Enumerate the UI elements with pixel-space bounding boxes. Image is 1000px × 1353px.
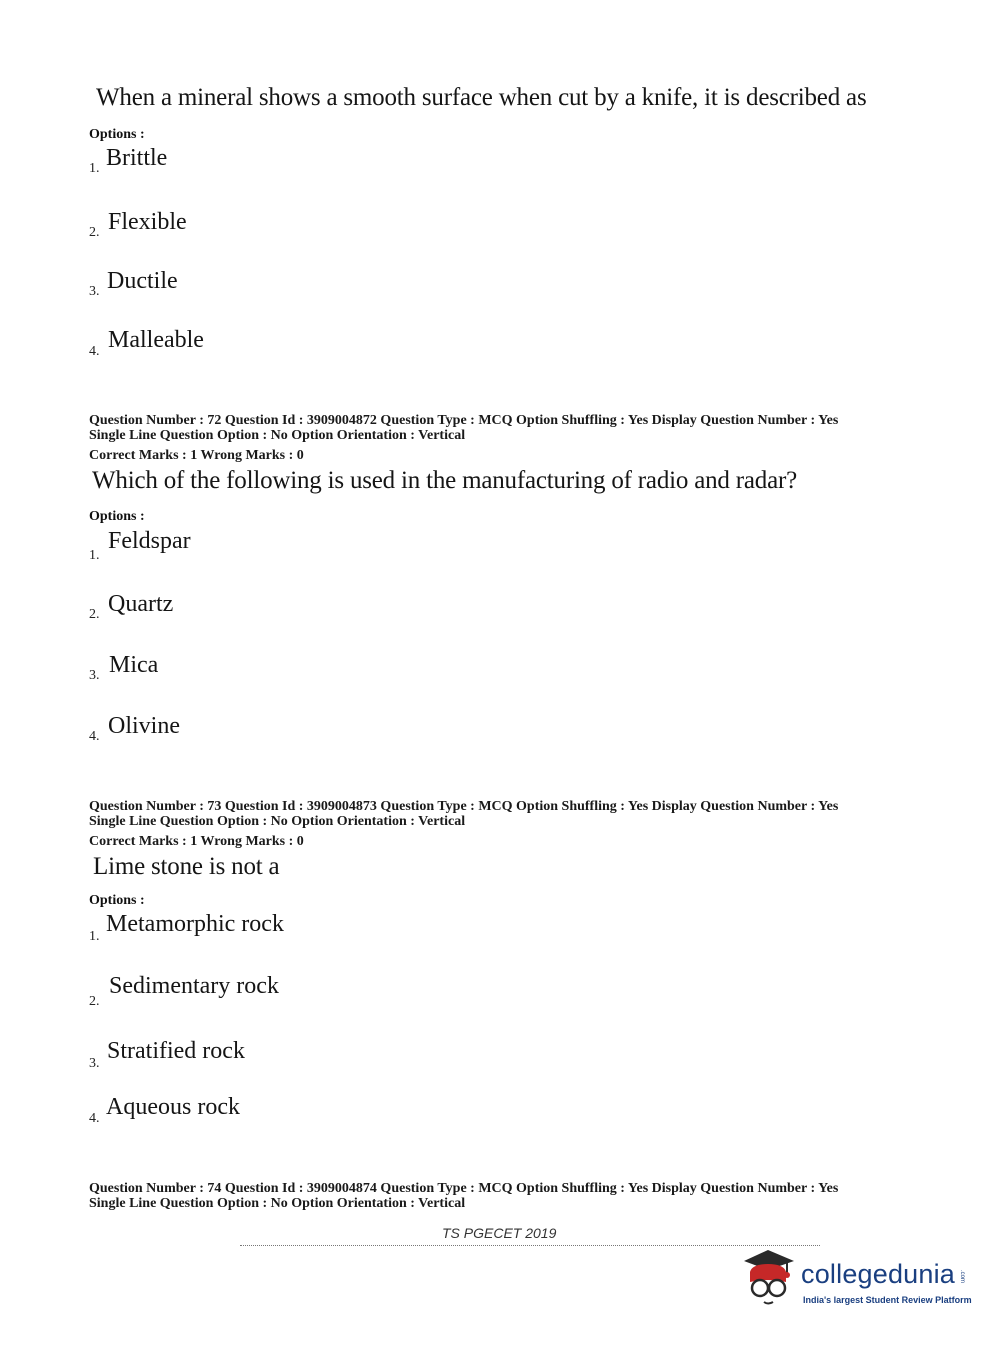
option-number: 3. [89,668,100,683]
option-number: 2. [89,994,100,1009]
option-text: Feldspar [108,528,191,554]
options-label: Options : [89,893,145,908]
option-text: Ductile [107,268,178,294]
option-text: Flexible [108,209,187,235]
collegedunia-logo-icon [740,1248,800,1308]
option-text: Quartz [108,591,174,617]
question-meta-line: Single Line Question Option : No Option Orientation : Vertical [89,428,466,443]
option-number: 2. [89,225,100,240]
option-number: 3. [89,1056,100,1071]
question-text: Lime stone is not a [93,853,280,880]
question-text: When a mineral shows a smooth surface when cut by a knife, it is described as [96,84,867,111]
option-text: Brittle [106,145,168,171]
brand-name: collegedunia [801,1259,956,1289]
option-number: 1. [89,161,100,176]
question-meta-line: Question Number : 73 Question Id : 3909004873 Question Type : MCQ Option Shuffling : Yes Display Question Number : Yes [89,799,839,814]
question-meta-line: Single Line Question Option : No Option Orientation : Vertical [89,814,466,829]
exam-footer: TS PGECET 2019 [442,1225,557,1241]
option-number: 3. [89,284,100,299]
option-text: Sedimentary rock [109,973,279,999]
options-label: Options : [89,509,145,524]
option-text: Metamorphic rock [106,911,284,937]
brand-tagline: India's largest Student Review Platform [803,1295,972,1305]
option-text: Stratified rock [107,1038,245,1064]
option-number: 4. [89,1111,100,1126]
brand-domain: .com [959,1270,965,1284]
option-text: Aqueous rock [106,1094,240,1120]
option-number: 4. [89,729,100,744]
option-number: 4. [89,344,100,359]
option-number: 1. [89,548,100,563]
marks-line: Correct Marks : 1 Wrong Marks : 0 [89,448,304,463]
question-meta-line: Question Number : 72 Question Id : 3909004872 Question Type : MCQ Option Shuffling : Yes Display Question Number : Yes [89,413,839,428]
option-text: Mica [109,652,159,678]
option-number: 1. [89,929,100,944]
question-meta-line: Question Number : 74 Question Id : 3909004874 Question Type : MCQ Option Shuffling : Yes Display Question Number : Yes [89,1181,839,1196]
option-text: Malleable [108,327,204,353]
question-text: Which of the following is used in the manufacturing of radio and radar? [92,467,798,494]
option-number: 2. [89,607,100,622]
options-label: Options : [89,127,145,142]
footer-divider [240,1245,820,1246]
question-meta-line: Single Line Question Option : No Option Orientation : Vertical [89,1196,466,1211]
marks-line: Correct Marks : 1 Wrong Marks : 0 [89,834,304,849]
option-text: Olivine [108,713,180,739]
